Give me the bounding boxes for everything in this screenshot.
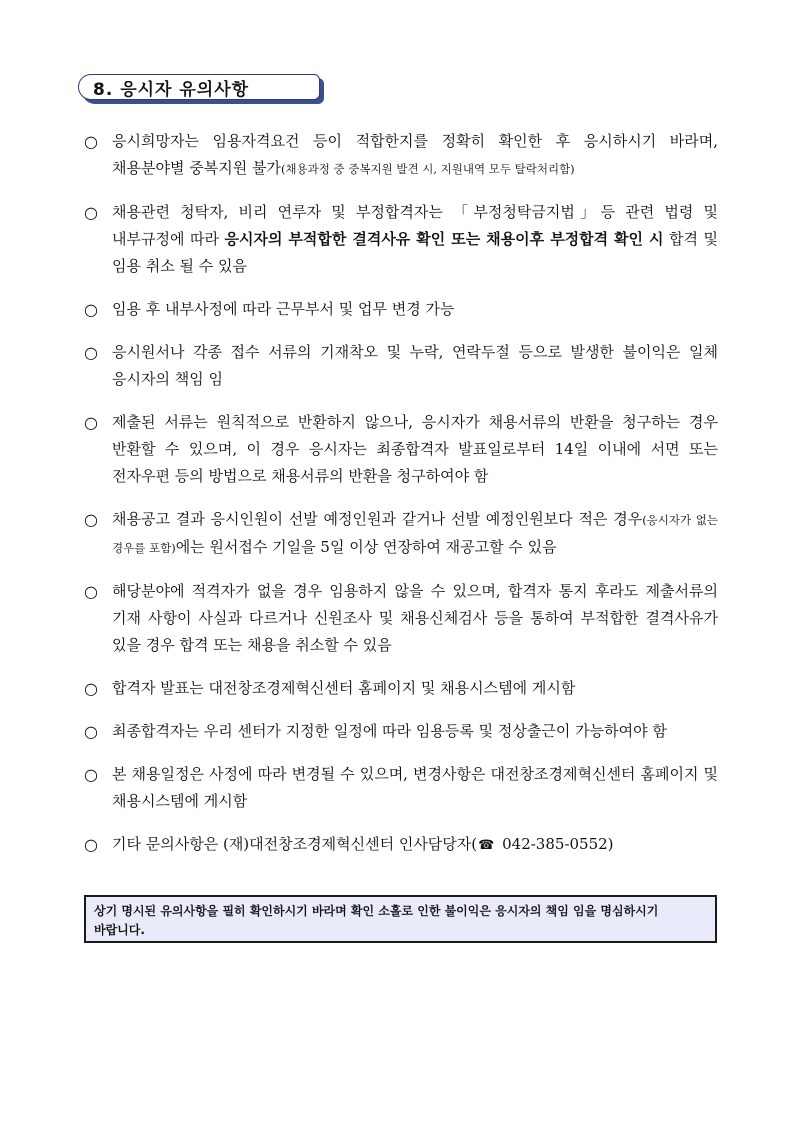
circle-bullet-icon: ○ — [84, 722, 98, 741]
notice-item — [84, 831, 718, 859]
circle-bullet-icon: ○ — [84, 343, 98, 362]
notice-text: 임용 후 내부사정에 따라 근무부서 및 업무 변경 가능 — [112, 300, 455, 318]
notice-text-tail: 에는 원서접수 기일을 5일 이상 연장하여 재공고할 수 있음 — [175, 538, 557, 556]
section-title-tab — [78, 74, 326, 102]
notice-item — [84, 296, 718, 323]
notice-emphasis: 응시자의 부적합한 결격사유 확인 또는 채용이후 부정합격 확인 시 — [224, 230, 664, 248]
circle-bullet-icon: ○ — [84, 765, 98, 784]
circle-bullet-icon: ○ — [84, 413, 98, 432]
warning-box — [84, 895, 717, 943]
phone-icon: ☎ — [478, 838, 495, 853]
notice-text: 본 채용일정은 사정에 따라 변경될 수 있으며, 변경사항은 대전창조경제혁신센터 홈페이지 및 채용시스템에 게시함 — [112, 765, 718, 810]
notice-item — [84, 199, 718, 280]
notice-text: 채용관련 청탁자, 비리 연루자 및 부정합격자는 「부정청탁금지법」등 관련 법령 및 내부규정에 따라 — [112, 203, 718, 248]
notice-item — [84, 578, 718, 659]
notice-item — [84, 128, 718, 183]
warning-text: 상기 명시된 유의사항을 필히 확인하시기 바라며 확인 소홀로 인한 불이익은 응시자의 책임 임을 명심하시기 바랍니다. — [94, 904, 659, 937]
phone-number: 042-385-0552) — [497, 835, 614, 853]
notice-text-tail: 합격 및 임용 취소 될 수 있음 — [112, 230, 718, 275]
notice-text: 해당분야에 적격자가 없을 경우 임용하지 않을 수 있으며, 합격자 통지 후라도 제출서류의 기재 사항이 사실과 다르거나 신원조사 및 채용신체검사 등을 통하여 부적합한 결격사유가 있을 경우 합격 또는 채용을 취소할 수 있음 — [112, 582, 718, 654]
circle-bullet-icon: ○ — [84, 835, 98, 854]
notice-text: 최종합격자는 우리 센터가 지정한 일정에 따라 임용등록 및 정상출근이 가능하여야 함 — [112, 722, 667, 740]
notice-text: 합격자 발표는 대전창조경제혁신센터 홈페이지 및 채용시스템에 게시함 — [112, 679, 576, 697]
notice-note: (응시자가 없는 경우를 포함) — [112, 513, 718, 555]
notice-item — [84, 718, 718, 745]
notice-note: (채용과정 중 중복지원 발견 시, 지원내역 모두 탈락처리함) — [280, 162, 575, 176]
notice-item — [84, 409, 718, 490]
section-title: 8. 응시자 유의사항 — [78, 74, 320, 100]
notice-list — [84, 128, 718, 875]
circle-bullet-icon: ○ — [84, 132, 98, 151]
notice-item — [84, 506, 718, 562]
circle-bullet-icon: ○ — [84, 203, 98, 222]
circle-bullet-icon: ○ — [84, 300, 98, 319]
notice-item — [84, 761, 718, 815]
notice-item — [84, 675, 718, 702]
circle-bullet-icon: ○ — [84, 679, 98, 698]
notice-text: 기타 문의사항은 (재)대전창조경제혁신센터 인사담당자( — [112, 835, 478, 853]
circle-bullet-icon: ○ — [84, 510, 98, 529]
notice-text: 응시원서나 각종 접수 서류의 기재착오 및 누락, 연락두절 등으로 발생한 불이익은 일체 응시자의 책임 임 — [112, 343, 718, 388]
notice-text: 응시희망자는 임용자격요건 등이 적합한지를 정확히 확인한 후 응시하시기 바라며, 채용분야별 중복지원 불가 — [112, 132, 718, 177]
notice-text: 제출된 서류는 원칙적으로 반환하지 않으나, 응시자가 채용서류의 반환을 청구하는 경우 반환할 수 있으며, 이 경우 응시자는 최종합격자 발표일로부터 14일 이내에 서면 또는 전자우편 등의 방법으로 채용서류의 반환을 청구하여야 함 — [112, 413, 718, 485]
circle-bullet-icon: ○ — [84, 582, 98, 601]
notice-item — [84, 339, 718, 393]
notice-text: 채용공고 결과 응시인원이 선발 예정인원과 같거나 선발 예정인원보다 적은 경우 — [112, 510, 643, 528]
